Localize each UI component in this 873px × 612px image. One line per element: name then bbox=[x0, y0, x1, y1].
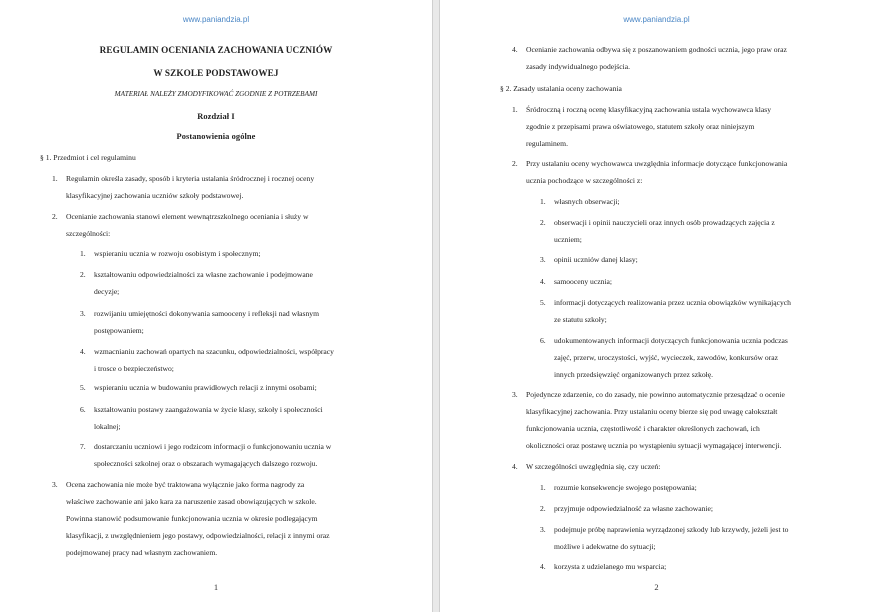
sublist-item-line: zajęć, przerw, uroczystości, wyjść, wycieczek, zawodów, konkursów oraz bbox=[554, 353, 778, 362]
list-item-line: klasyfikacji, z uwzględnieniem jego postawy, odpowiedzialności, relacji z innymi oraz bbox=[66, 531, 330, 540]
page-number: 2 bbox=[654, 582, 659, 592]
list-item-line: klasyfikacyjnej zachowania. Przy ustalaniu oceny bierze się pod uwagę całokształt bbox=[526, 407, 778, 416]
page-number: 1 bbox=[213, 582, 219, 592]
list-number: 4. bbox=[512, 45, 518, 54]
sublist-number: 3. bbox=[540, 525, 546, 534]
list-item-line: właściwe zachowanie ani jako kara za naruszenie zasad obowiązujących w szkole. bbox=[66, 497, 317, 506]
list-item-line: Powinna stanowić podsumowanie funkcjonowania ucznia w okresie podlegającym bbox=[66, 514, 318, 523]
sublist-item-line: wspieraniu ucznia w budowaniu prawidłowych relacji z innymi osobami; bbox=[94, 383, 317, 392]
sublist-number: 4. bbox=[540, 277, 546, 286]
sublist-item-line: udokumentowanych informacji dotyczących funkcjonowania ucznia podczas bbox=[554, 336, 788, 345]
list-number: 1. bbox=[512, 105, 518, 114]
chapter-heading: Rozdział I bbox=[197, 112, 235, 121]
sublist-number: 2. bbox=[540, 218, 546, 227]
list-item-line: Przy ustalaniu oceny wychowawca uwzględnia informacje dotyczące funkcjonowania bbox=[526, 159, 788, 168]
list-item-line: podejmowanej pracy nad własnym zachowaniem. bbox=[66, 548, 218, 557]
list-item-line: zasady indywidualnego podejścia. bbox=[526, 62, 630, 71]
document-page-1 bbox=[0, 0, 432, 612]
sublist-item-line: własnych obserwacji; bbox=[554, 197, 620, 206]
sublist-item-line: dostarczaniu uczniowi i jego rodzicom informacji o funkcjonowaniu ucznia w bbox=[94, 442, 332, 451]
sublist-item-line: kształtowaniu odpowiedzialności za własne zachowanie i podejmowane bbox=[94, 270, 313, 279]
sublist-item-line: podejmuje próbę naprawienia wyrządzonej szkody lub krzywdy, jeżeli jest to bbox=[554, 525, 789, 534]
sublist-item-line: społeczności szkolnej oraz o obszarach wymagających dalszego rozwoju. bbox=[94, 459, 318, 468]
list-item-line: Pojedyncze zdarzenie, co do zasady, nie powinno automatycznie przesądzać o ocenie bbox=[526, 390, 785, 399]
list-number: 4. bbox=[512, 462, 518, 471]
list-item-line: szczególności: bbox=[66, 229, 111, 238]
sublist-number: 4. bbox=[540, 562, 546, 571]
sublist-number: 5. bbox=[80, 383, 86, 392]
chapter-subheading: Postanowienia ogólne bbox=[176, 132, 256, 141]
list-item-line: Ocenianie zachowania stanowi element wewnątrzszkolnego oceniania i służy w bbox=[66, 212, 309, 221]
sublist-number: 3. bbox=[540, 255, 546, 264]
document-page-2 bbox=[440, 0, 873, 612]
sublist-item-line: uczniem; bbox=[554, 235, 582, 244]
sublist-item-line: kształtowaniu postawy zaangażowania w życie klasy, szkoły i społeczności bbox=[94, 405, 323, 414]
header-link[interactable]: www.paniandzia.pl bbox=[182, 15, 250, 24]
list-item-line: W szczególności uwzględnia się, czy uczeń: bbox=[526, 462, 661, 471]
sublist-item-line: innych przedsięwzięć organizowanych przez szkołę. bbox=[554, 370, 714, 379]
sublist-item-line: postępowaniem; bbox=[94, 326, 144, 335]
sublist-number: 6. bbox=[540, 336, 546, 345]
sublist-item-line: rozwijaniu umiejętności dokonywania samooceny i refleksji nad własnym bbox=[94, 309, 320, 318]
sublist-number: 4. bbox=[80, 347, 86, 356]
list-item-line: funkcjonowania ucznia, częstotliwość i charakter określonych zachowań, ich bbox=[526, 424, 760, 433]
header-link[interactable]: www.paniandzia.pl bbox=[623, 15, 690, 24]
list-number: 3. bbox=[52, 480, 58, 489]
sublist-item-line: przyjmuje odpowiedzialność za własne zachowanie; bbox=[554, 504, 713, 513]
section-heading: § 1. Przedmiot i cel regulaminu bbox=[40, 153, 136, 162]
page-separator bbox=[432, 0, 440, 612]
sublist-item-line: decyzje; bbox=[94, 287, 120, 296]
sublist-item-line: możliwe i adekwatne do sytuacji; bbox=[554, 542, 656, 551]
modification-note: MATERIAŁ NALEŻY ZMODYFIKOWAĆ ZGODNIE Z POTRZEBAMI bbox=[114, 90, 318, 98]
sublist-item-line: korzysta z udzielanego mu wsparcia; bbox=[554, 562, 667, 571]
list-item-line: okoliczności oraz postawę ucznia po wystąpieniu sytuacji wymagającej interwencji. bbox=[526, 441, 782, 450]
sublist-number: 2. bbox=[80, 270, 86, 279]
sublist-number: 2. bbox=[540, 504, 546, 513]
sublist-number: 7. bbox=[80, 442, 86, 451]
sublist-number: 1. bbox=[80, 249, 86, 258]
sublist-number: 5. bbox=[540, 298, 546, 307]
list-number: 2. bbox=[512, 159, 518, 168]
list-item-line: regulaminem. bbox=[526, 139, 568, 148]
list-item-line: ucznia pochodzące w szczególności z: bbox=[526, 176, 643, 185]
list-item-line: klasyfikacyjnej zachowania uczniów szkoły podstawowej. bbox=[66, 191, 244, 200]
sublist-item-line: ze statutu szkoły; bbox=[554, 315, 607, 324]
list-number: 3. bbox=[512, 390, 518, 399]
section-heading: § 2. Zasady ustalania oceny zachowania bbox=[500, 84, 622, 93]
sublist-number: 3. bbox=[80, 309, 86, 318]
sublist-item-line: rozumie konsekwencje swojego postępowania; bbox=[554, 483, 697, 492]
list-item-line: zgodnie z przepisami prawa oświatowego, statutem szkoły oraz niniejszym bbox=[526, 122, 755, 131]
sublist-item-line: i trosce o bezpieczeństwo; bbox=[94, 364, 174, 373]
list-item-line: Ocenianie zachowania odbywa się z poszanowaniem godności ucznia, jego praw oraz bbox=[526, 45, 787, 54]
list-item-line: Ocena zachowania nie może być traktowana wyłącznie jako forma nagrody za bbox=[66, 480, 305, 489]
list-number: 2. bbox=[52, 212, 58, 221]
list-item-line: Regulamin określa zasady, sposób i kryteria ustalania śródrocznej i rocznej oceny bbox=[66, 174, 315, 183]
sublist-number: 6. bbox=[80, 405, 86, 414]
document-title: REGULAMIN OCENIANIA ZACHOWANIA UCZNIÓW bbox=[99, 45, 333, 55]
sublist-number: 1. bbox=[540, 197, 546, 206]
sublist-item-line: lokalnej; bbox=[94, 422, 121, 431]
sublist-item-line: wzmacnianiu zachowań opartych na szacunku, odpowiedzialności, współpracy bbox=[94, 347, 334, 356]
sublist-item-line: informacji dotyczących realizowania przez ucznia obowiązków wynikających bbox=[554, 298, 791, 307]
sublist-item-line: obserwacji i opinii nauczycieli oraz innych osób prowadzących zajęcia z bbox=[554, 218, 775, 227]
sublist-number: 1. bbox=[540, 483, 546, 492]
list-item-line: Śródroczną i roczną ocenę klasyfikacyjną zachowania ustala wychowawca klasy bbox=[526, 105, 771, 114]
document-subtitle: W SZKOLE PODSTAWOWEJ bbox=[153, 68, 279, 78]
sublist-item-line: wspieraniu ucznia w rozwoju osobistym i społecznym; bbox=[94, 249, 261, 258]
sublist-item-line: samooceny ucznia; bbox=[554, 277, 612, 286]
list-number: 1. bbox=[52, 174, 58, 183]
sublist-item-line: opinii uczniów danej klasy; bbox=[554, 255, 638, 264]
